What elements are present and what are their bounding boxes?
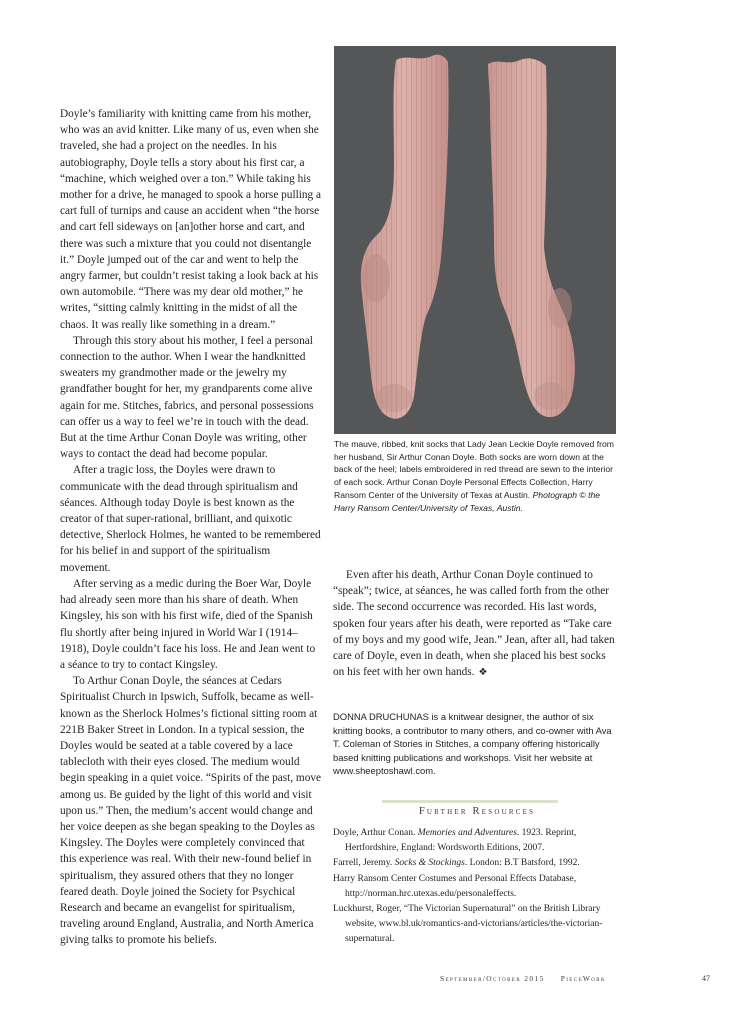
resource-details: . 1923. Reprint, Hertfordshire, England: Wordsworth Editions, 2007. bbox=[345, 828, 577, 854]
photo-caption bbox=[334, 438, 618, 514]
socks-illustration bbox=[334, 46, 616, 434]
resource-author: Farrell, Jeremy. bbox=[333, 858, 395, 869]
author-name: DONNA DRUCHUNAS bbox=[333, 711, 429, 722]
resource-author: Doyle, Arthur Conan. bbox=[333, 828, 418, 838]
article-paragraph: After serving as a medic during the Boer War, Doyle had already seen more than his share of death. When Kingsley, his son with his first wife, died of the Spanish flu shortly after being injured in World War I (1914–1918), Doyle couldn’t face his loss. He and Jean went to a séance to try to contact Kingsley. bbox=[60, 577, 316, 671]
resources-list bbox=[333, 826, 625, 948]
resource-title: Memories and Adventures bbox=[417, 828, 517, 838]
article-right-column bbox=[333, 567, 617, 681]
page-number: 47 bbox=[702, 974, 710, 983]
article-paragraph: After a tragic loss, the Doyles were drawn to communicate with the dead through spiritualism and séances. Although today Doyle is best known as the creator of that super-rational, brilliant, and quixotic detective, Sherlock Holmes, he wanted to be remembered for his belief in and support of the spiritualism movement. bbox=[60, 464, 321, 574]
left-sock-heel-wear bbox=[362, 254, 390, 302]
resource-entry bbox=[333, 826, 625, 856]
resource-title: Socks & Stockings bbox=[394, 858, 465, 869]
article-paragraph: Through this story about his mother, I feel a personal connection to the author. When I wear the handknitted sweaters my grandmother made or the jewelry my grandfather bought for her, my grandparents come alive again for me. Stitches, fabrics, and personal possessions can offer us a way to feel we’re in touch with the dead. But at the time Arthur Conan Doyle was writing, other ways to contact the dead had become popular. bbox=[60, 334, 314, 461]
right-sock-toe-wear bbox=[534, 382, 566, 410]
photo-credit: Photograph © the Harry Ransom Center/University of Texas, Austin. bbox=[334, 489, 601, 513]
right-sock-ribbing bbox=[488, 58, 575, 417]
page-footer bbox=[440, 974, 710, 983]
end-mark-icon: ❖ bbox=[478, 667, 488, 679]
article-paragraph: To Arthur Conan Doyle, the séances at Cedars Spiritualist Church in Ipswich, Suffolk, became as well-known as the Sherlock Holmes’s fictional sitting room at 221B Baker Street in London. In a typical session, the Doyles would be seated at a table covered by a lace tablecloth with their eyes closed. The medium would begin speaking in a quiet voice. “Spirits of the past, move among us. Be guided by the light of this world and visit upon us.” Then, the medium’s accent would change and her voice deepen as she began speaking to the Doyles as Kingsley. The Doyles were completely convinced that this experience was real. With their new-found belief in spiritualism, they assured others that they no longer feared death. Doyle joined the Society for Psychical Research and became an evangelist for spiritualism, traveling around England, Australia, and North America giving talks to promote his beliefs. bbox=[60, 675, 322, 947]
resource-text: Luckhurst, Roger, “The Victorian Supernatural” on the British Library website, www.bl.uk/romantics-and-victorians/articles/the-victorian-supernatural. bbox=[333, 904, 603, 945]
right-sock bbox=[488, 58, 575, 417]
author-bio-text: is a knitwear designer, the author of six knitting books, a contributor to many others, and co-owner with Ava T. Coleman of Stories in Stitches, a company offering historically based knitting publications and workshops. Visit her website at www.sheeptoshawl.com. bbox=[333, 711, 612, 777]
left-sock-ribbing bbox=[361, 55, 449, 419]
left-sock bbox=[361, 55, 449, 419]
article-closing-paragraph bbox=[333, 567, 617, 681]
caption-text: The mauve, ribbed, knit socks that Lady Jean Leckie Doyle removed from her husband, Sir Arthur Conan Doyle. Both socks are worn down at the back of the heel; labels embroidered in red thread are sewn to the interior of each sock. Arthur Conan Doyle Personal Effects Collection, Harry Ransom Center of the University of Texas at Austin. bbox=[334, 439, 614, 500]
resource-entry bbox=[333, 902, 625, 948]
author-bio bbox=[333, 710, 621, 778]
issue-date: September/October 2015 bbox=[440, 974, 545, 983]
resource-entry bbox=[333, 872, 625, 902]
right-sock-heel-wear bbox=[548, 288, 572, 328]
resource-entry bbox=[333, 856, 625, 871]
closing-paragraph-text: Even after his death, Arthur Conan Doyle continued to “speak”; twice, at séances, he was called forth from the other side. The second occurrence was recorded. His last words, spoken four years after his death, were reported as “Take care of my boys and my good wife, Jean.” Jean, after all, had taken care of Doyle, even in death, when she placed his best socks on his feet with her own hands. bbox=[333, 569, 615, 679]
socks-photo bbox=[334, 46, 616, 434]
resource-text: Harry Ransom Center Costumes and Personal Effects Database, http://norman.hrc.utexas.edu/personaleffects. bbox=[333, 873, 577, 899]
article-paragraph: Doyle’s familiarity with knitting came from his mother, who was an avid knitter. Like many of us, even when she traveled, she had a project on the needles. In his autobiography, Doyle tells a story about his first car, a “machine, which weighed over a ton.” While taking his mother for a drive, he managed to spook a horse pulling a cart full of turnips and cause an accident when “the horse and cart fell sideways on [an]other horse and cart, and there was such a mixture that you could not disentangle it.” Doyle jumped out of the car and went to help the angry farmer, but couldn’t resist taking a look back at his own automobile. “There was my dear old mother,” he writes, “sitting calmly knitting in the midst of all the chaos. It was really like something in a dream.” bbox=[60, 108, 322, 331]
article-left-column bbox=[60, 106, 322, 949]
resources-heading: Further Resources bbox=[418, 806, 536, 817]
left-sock-toe-wear bbox=[376, 384, 412, 412]
resource-details: . London: B.T Batsford, 1992. bbox=[464, 858, 580, 869]
magazine-name: PieceWork bbox=[560, 974, 607, 983]
resources-divider bbox=[382, 800, 558, 803]
